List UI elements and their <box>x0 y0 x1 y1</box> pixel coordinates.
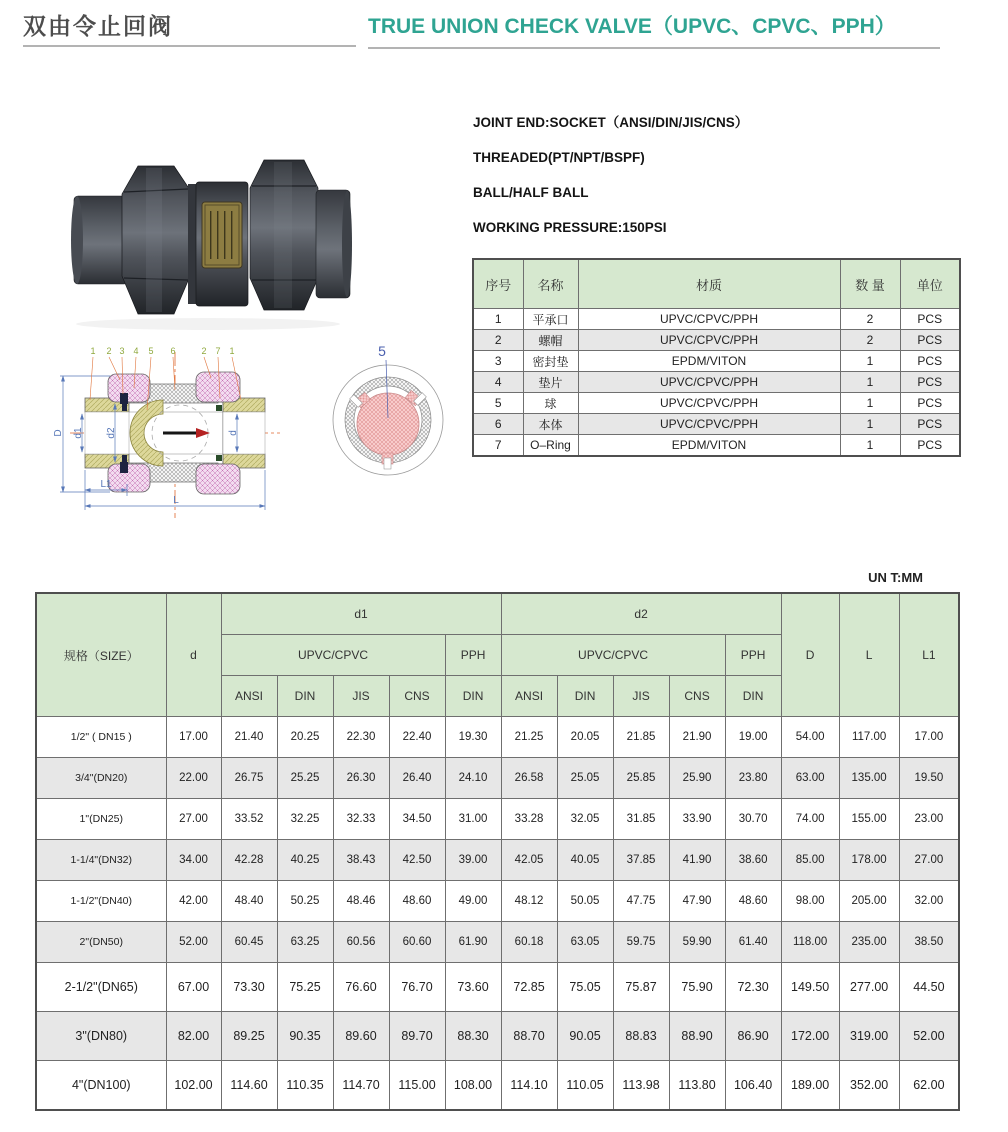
size-table-row <box>36 717 959 758</box>
col-header-D: D <box>781 593 839 717</box>
part-unit-cell: PCS <box>900 351 960 372</box>
callout-2b: 2 <box>201 346 207 356</box>
col-group-d2: d2 <box>501 593 781 635</box>
size-label-cell: 3/4"(DN20) <box>36 758 166 799</box>
dimension-value-cell: 61.40 <box>725 922 781 963</box>
dimension-value-cell: 88.83 <box>613 1012 669 1061</box>
section-drawing <box>30 338 460 533</box>
dimension-value-cell: 72.30 <box>725 963 781 1012</box>
callout-2a: 2 <box>106 346 112 356</box>
spec-line-ball: BALL/HALF BALL <box>473 185 589 200</box>
size-label-cell: 1/2" ( DN15 ) <box>36 717 166 758</box>
dimension-value-cell: 48.60 <box>389 881 445 922</box>
part-name-cell: 垫片 <box>523 372 578 393</box>
dimension-value-cell: 114.10 <box>501 1061 557 1111</box>
part-qty-cell: 1 <box>840 414 900 435</box>
dimension-value-cell: 26.40 <box>389 758 445 799</box>
dimension-value-cell: 60.56 <box>333 922 389 963</box>
dimension-value-cell: 42.50 <box>389 840 445 881</box>
dimension-value-cell: 22.40 <box>389 717 445 758</box>
dimension-value-cell: 319.00 <box>839 1012 899 1061</box>
dimension-value-cell: 75.05 <box>557 963 613 1012</box>
dimension-value-cell: 114.60 <box>221 1061 277 1111</box>
std-d1-pph-din: DIN <box>445 676 501 717</box>
dimension-value-cell: 48.60 <box>725 881 781 922</box>
dimension-value-cell: 23.00 <box>899 799 959 840</box>
parts-table-row <box>473 414 960 435</box>
dim-label-d1: d1 <box>73 427 84 439</box>
dimension-value-cell: 172.00 <box>781 1012 839 1061</box>
ball-detail-view <box>333 343 443 475</box>
parts-header-name: 名称 <box>523 259 578 309</box>
title-underline-right <box>368 47 940 49</box>
dimension-value-cell: 52.00 <box>166 922 221 963</box>
part-unit-cell: PCS <box>900 330 960 351</box>
part-material-cell: UPVC/CPVC/PPH <box>578 309 840 330</box>
dimension-value-cell: 24.10 <box>445 758 501 799</box>
std-d2-din: DIN <box>557 676 613 717</box>
parts-header-material: 材质 <box>578 259 840 309</box>
dimension-value-cell: 75.25 <box>277 963 333 1012</box>
dim-label-L: L <box>173 495 179 506</box>
dimension-value-cell: 32.00 <box>899 881 959 922</box>
part-name-cell: 密封垫 <box>523 351 578 372</box>
size-table-row <box>36 799 959 840</box>
col-header-d: d <box>166 593 221 717</box>
std-d2-cns: CNS <box>669 676 725 717</box>
dim-label-d2: d2 <box>106 427 117 439</box>
union-nut-left-top <box>108 374 150 402</box>
detail-label-5: 5 <box>378 343 386 359</box>
dimension-value-cell: 32.33 <box>333 799 389 840</box>
dimension-value-cell: 41.90 <box>669 840 725 881</box>
col-header-size: 规格（SIZE） <box>36 593 166 717</box>
dimension-value-cell: 135.00 <box>839 758 899 799</box>
dimension-value-cell: 63.25 <box>277 922 333 963</box>
valve-gold-label <box>202 202 242 268</box>
dimension-value-cell: 38.50 <box>899 922 959 963</box>
dimension-value-cell: 22.30 <box>333 717 389 758</box>
dimension-value-cell: 49.00 <box>445 881 501 922</box>
dimension-value-cell: 25.90 <box>669 758 725 799</box>
callout-5: 5 <box>148 346 154 356</box>
dimension-value-cell: 47.75 <box>613 881 669 922</box>
dimension-value-cell: 155.00 <box>839 799 899 840</box>
dimension-value-cell: 32.25 <box>277 799 333 840</box>
parts-header-no: 序号 <box>473 259 523 309</box>
dimension-value-cell: 90.05 <box>557 1012 613 1061</box>
dimension-value-cell: 26.30 <box>333 758 389 799</box>
dimension-value-cell: 17.00 <box>166 717 221 758</box>
part-name-cell: 本体 <box>523 414 578 435</box>
dimension-value-cell: 44.50 <box>899 963 959 1012</box>
dimension-value-cell: 33.28 <box>501 799 557 840</box>
dimension-value-cell: 48.12 <box>501 881 557 922</box>
col-group-d2-pph: PPH <box>725 635 781 676</box>
part-name-cell: O–Ring <box>523 435 578 457</box>
dimension-value-cell: 59.90 <box>669 922 725 963</box>
part-no-cell: 4 <box>473 372 523 393</box>
dimension-value-cell: 23.80 <box>725 758 781 799</box>
part-name-cell: 球 <box>523 393 578 414</box>
dimension-value-cell: 39.00 <box>445 840 501 881</box>
part-name-cell: 平承口 <box>523 309 578 330</box>
dimension-value-cell: 85.00 <box>781 840 839 881</box>
dimension-value-cell: 88.90 <box>669 1012 725 1061</box>
std-d2-jis: JIS <box>613 676 669 717</box>
dimension-value-cell: 19.50 <box>899 758 959 799</box>
part-unit-cell: PCS <box>900 309 960 330</box>
unit-note: UN T:MM <box>868 570 923 585</box>
dimension-value-cell: 34.50 <box>389 799 445 840</box>
spec-list <box>473 115 748 255</box>
dim-label-D: D <box>53 429 64 437</box>
part-material-cell: UPVC/CPVC/PPH <box>578 372 840 393</box>
dimension-value-cell: 48.46 <box>333 881 389 922</box>
dimension-value-cell: 75.87 <box>613 963 669 1012</box>
part-unit-cell: PCS <box>900 435 960 457</box>
dimension-value-cell: 75.90 <box>669 963 725 1012</box>
dimension-value-cell: 82.00 <box>166 1012 221 1061</box>
size-table-row <box>36 1061 959 1111</box>
col-group-d1-pph: PPH <box>445 635 501 676</box>
dimension-value-cell: 40.05 <box>557 840 613 881</box>
size-label-cell: 2-1/2"(DN65) <box>36 963 166 1012</box>
size-table-body <box>36 717 959 1111</box>
std-d1-ansi: ANSI <box>221 676 277 717</box>
dimension-value-cell: 27.00 <box>899 840 959 881</box>
spec-line-threaded: THREADED(PT/NPT/BSPF) <box>473 150 645 165</box>
size-table-row <box>36 758 959 799</box>
std-d1-din: DIN <box>277 676 333 717</box>
size-label-cell: 2"(DN50) <box>36 922 166 963</box>
parts-table-row <box>473 372 960 393</box>
part-unit-cell: PCS <box>900 414 960 435</box>
dimension-value-cell: 76.70 <box>389 963 445 1012</box>
part-unit-cell: PCS <box>900 372 960 393</box>
part-material-cell: UPVC/CPVC/PPH <box>578 414 840 435</box>
dimension-value-cell: 277.00 <box>839 963 899 1012</box>
dimension-value-cell: 19.00 <box>725 717 781 758</box>
dimension-value-cell: 31.00 <box>445 799 501 840</box>
dimension-value-cell: 149.50 <box>781 963 839 1012</box>
dimension-value-cell: 38.43 <box>333 840 389 881</box>
dimension-value-cell: 26.75 <box>221 758 277 799</box>
dimension-value-cell: 42.28 <box>221 840 277 881</box>
callout-1a: 1 <box>90 346 96 356</box>
part-no-cell: 3 <box>473 351 523 372</box>
dimension-value-cell: 31.85 <box>613 799 669 840</box>
dimension-value-cell: 63.00 <box>781 758 839 799</box>
part-name-cell: 螺帽 <box>523 330 578 351</box>
part-material-cell: UPVC/CPVC/PPH <box>578 330 840 351</box>
dimension-value-cell: 61.90 <box>445 922 501 963</box>
size-label-cell: 3"(DN80) <box>36 1012 166 1061</box>
dimension-value-cell: 22.00 <box>166 758 221 799</box>
dimension-value-cell: 113.98 <box>613 1061 669 1111</box>
dimension-value-cell: 106.40 <box>725 1061 781 1111</box>
dimension-value-cell: 67.00 <box>166 963 221 1012</box>
dimension-value-cell: 21.85 <box>613 717 669 758</box>
dimension-value-cell: 62.00 <box>899 1061 959 1111</box>
dimension-value-cell: 40.25 <box>277 840 333 881</box>
dimension-value-cell: 113.80 <box>669 1061 725 1111</box>
dimension-value-cell: 73.60 <box>445 963 501 1012</box>
parts-table <box>472 258 961 457</box>
callout-1b: 1 <box>229 346 235 356</box>
dimension-value-cell: 189.00 <box>781 1061 839 1111</box>
dimension-value-cell: 25.85 <box>613 758 669 799</box>
spec-line-joint-end: JOINT END:SOCKET（ANSI/DIN/JIS/CNS） <box>473 115 749 130</box>
size-table-row <box>36 922 959 963</box>
parts-table-row <box>473 309 960 330</box>
size-table-row <box>36 881 959 922</box>
title-underline-left <box>23 45 356 47</box>
spec-line-pressure: WORKING PRESSURE:150PSI <box>473 220 667 235</box>
callout-7: 7 <box>215 346 221 356</box>
dimension-value-cell: 54.00 <box>781 717 839 758</box>
dimension-value-cell: 48.40 <box>221 881 277 922</box>
dimension-value-cell: 32.05 <box>557 799 613 840</box>
dimension-value-cell: 352.00 <box>839 1061 899 1111</box>
part-qty-cell: 2 <box>840 330 900 351</box>
col-group-d1: d1 <box>221 593 501 635</box>
product-photo <box>58 156 358 334</box>
size-table <box>35 592 960 1111</box>
dimension-value-cell: 98.00 <box>781 881 839 922</box>
union-nut-right-top <box>196 372 240 402</box>
dimension-value-cell: 25.05 <box>557 758 613 799</box>
part-no-cell: 5 <box>473 393 523 414</box>
std-d2-ansi: ANSI <box>501 676 557 717</box>
parts-table-body <box>473 309 960 457</box>
dimension-value-cell: 59.75 <box>613 922 669 963</box>
page-title-cn: 双由令止回阀 <box>23 13 173 39</box>
dimension-value-cell: 88.70 <box>501 1012 557 1061</box>
dimension-value-cell: 88.30 <box>445 1012 501 1061</box>
dimension-value-cell: 50.05 <box>557 881 613 922</box>
dimension-value-cell: 114.70 <box>333 1061 389 1111</box>
dimension-value-cell: 89.25 <box>221 1012 277 1061</box>
parts-header-row <box>473 259 960 309</box>
dimension-value-cell: 60.18 <box>501 922 557 963</box>
dimension-value-cell: 30.70 <box>725 799 781 840</box>
valve-left-face <box>71 196 83 284</box>
parts-table-row <box>473 393 960 414</box>
dimension-value-cell: 110.05 <box>557 1061 613 1111</box>
part-material-cell: UPVC/CPVC/PPH <box>578 393 840 414</box>
part-material-cell: EPDM/VITON <box>578 351 840 372</box>
dimension-value-cell: 25.25 <box>277 758 333 799</box>
dimension-value-cell: 117.00 <box>839 717 899 758</box>
dimension-value-cell: 89.60 <box>333 1012 389 1061</box>
dimension-value-cell: 76.60 <box>333 963 389 1012</box>
dimension-value-cell: 37.85 <box>613 840 669 881</box>
std-d2-pph-din: DIN <box>725 676 781 717</box>
col-header-L1: L1 <box>899 593 959 717</box>
parts-header-unit: 单位 <box>900 259 960 309</box>
dimension-value-cell: 60.60 <box>389 922 445 963</box>
part-material-cell: EPDM/VITON <box>578 435 840 457</box>
dimension-value-cell: 33.90 <box>669 799 725 840</box>
dimension-value-cell: 74.00 <box>781 799 839 840</box>
page-title-en: TRUE UNION CHECK VALVE（UPVC、CPVC、PPH） <box>368 15 896 38</box>
dimension-value-cell: 235.00 <box>839 922 899 963</box>
dimension-value-cell: 178.00 <box>839 840 899 881</box>
photo-shadow <box>76 318 340 330</box>
dimension-value-cell: 108.00 <box>445 1061 501 1111</box>
size-label-cell: 1-1/4"(DN32) <box>36 840 166 881</box>
dimension-value-cell: 19.30 <box>445 717 501 758</box>
size-table-row <box>36 963 959 1012</box>
dimension-value-cell: 86.90 <box>725 1012 781 1061</box>
part-qty-cell: 1 <box>840 435 900 457</box>
col-group-d2-upvc: UPVC/CPVC <box>501 635 725 676</box>
size-table-row <box>36 1012 959 1061</box>
dimension-value-cell: 63.05 <box>557 922 613 963</box>
dimension-value-cell: 52.00 <box>899 1012 959 1061</box>
dimension-value-cell: 50.25 <box>277 881 333 922</box>
dimension-value-cell: 21.90 <box>669 717 725 758</box>
dimension-value-cell: 60.45 <box>221 922 277 963</box>
callout-4: 4 <box>133 346 139 356</box>
size-header-row-1 <box>36 593 959 635</box>
dimension-value-cell: 27.00 <box>166 799 221 840</box>
dimension-value-cell: 90.35 <box>277 1012 333 1061</box>
dimension-value-cell: 205.00 <box>839 881 899 922</box>
valve-right-face <box>342 191 352 297</box>
part-qty-cell: 1 <box>840 393 900 414</box>
callout-6: 6 <box>170 346 176 356</box>
size-label-cell: 1"(DN25) <box>36 799 166 840</box>
dimension-value-cell: 21.25 <box>501 717 557 758</box>
dimension-value-cell: 118.00 <box>781 922 839 963</box>
dimension-value-cell: 20.25 <box>277 717 333 758</box>
std-d1-jis: JIS <box>333 676 389 717</box>
dimension-value-cell: 42.05 <box>501 840 557 881</box>
dimension-value-cell: 20.05 <box>557 717 613 758</box>
dimension-value-cell: 33.52 <box>221 799 277 840</box>
size-label-cell: 4"(DN100) <box>36 1061 166 1111</box>
part-qty-cell: 1 <box>840 351 900 372</box>
dimension-value-cell: 26.58 <box>501 758 557 799</box>
dimension-value-cell: 34.00 <box>166 840 221 881</box>
dimension-value-cell: 73.30 <box>221 963 277 1012</box>
parts-header-qty: 数 量 <box>840 259 900 309</box>
dimension-value-cell: 102.00 <box>166 1061 221 1111</box>
col-group-d1-upvc: UPVC/CPVC <box>221 635 445 676</box>
part-no-cell: 7 <box>473 435 523 457</box>
dim-label-L1: L1 <box>100 479 112 490</box>
size-label-cell: 1-1/2"(DN40) <box>36 881 166 922</box>
size-table-row <box>36 840 959 881</box>
part-no-cell: 6 <box>473 414 523 435</box>
part-unit-cell: PCS <box>900 393 960 414</box>
part-qty-cell: 1 <box>840 372 900 393</box>
dimension-value-cell: 89.70 <box>389 1012 445 1061</box>
dim-label-d: d <box>228 430 239 436</box>
dimension-value-cell: 38.60 <box>725 840 781 881</box>
dimension-value-cell: 115.00 <box>389 1061 445 1111</box>
part-qty-cell: 2 <box>840 309 900 330</box>
std-d1-cns: CNS <box>389 676 445 717</box>
dimension-value-cell: 72.85 <box>501 963 557 1012</box>
dimension-value-cell: 42.00 <box>166 881 221 922</box>
parts-table-row <box>473 330 960 351</box>
dimension-value-cell: 110.35 <box>277 1061 333 1111</box>
callout-3: 3 <box>119 346 125 356</box>
dimension-value-cell: 21.40 <box>221 717 277 758</box>
union-nut-right-bottom <box>196 464 240 494</box>
dimension-value-cell: 17.00 <box>899 717 959 758</box>
parts-table-row <box>473 435 960 457</box>
part-no-cell: 2 <box>473 330 523 351</box>
union-nut-left-bottom <box>108 464 150 492</box>
part-no-cell: 1 <box>473 309 523 330</box>
col-header-L: L <box>839 593 899 717</box>
dimension-value-cell: 47.90 <box>669 881 725 922</box>
parts-table-row <box>473 351 960 372</box>
